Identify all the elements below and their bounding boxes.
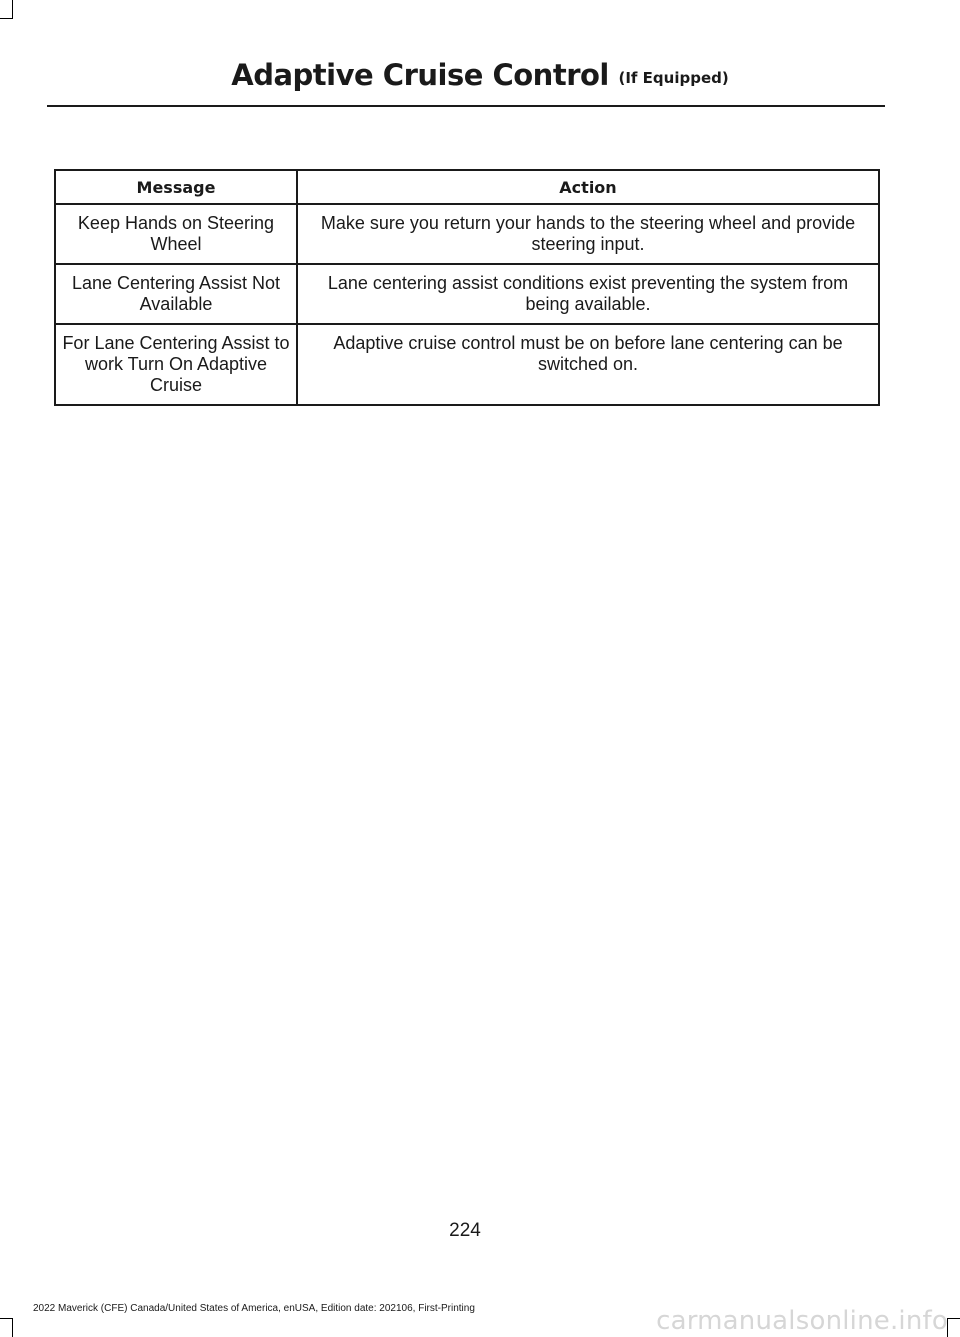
column-header-action: Action — [297, 170, 879, 204]
page-title — [0, 58, 960, 92]
crop-mark — [12, 1319, 13, 1337]
message-cell: For Lane Centering Assist to work Turn On Adaptive Cruise — [55, 324, 297, 405]
message-table — [54, 169, 880, 406]
footer-edition-text: 2022 Maverick (CFE) Canada/United States of America, enUSA, Edition date: 202106, First-Printing — [33, 1303, 475, 1314]
crop-mark — [12, 0, 13, 18]
crop-mark — [0, 18, 13, 19]
page-number: 224 — [449, 1220, 481, 1241]
action-cell: Adaptive cruise control must be on before lane centering can be switched on. — [297, 324, 879, 405]
page-title-text: Adaptive Cruise Control — [231, 58, 609, 92]
action-cell: Make sure you return your hands to the steering wheel and provide steering input. — [297, 204, 879, 264]
title-divider — [47, 105, 885, 107]
table-header-row — [55, 170, 879, 204]
watermark: carmanualsonline.info — [656, 1306, 948, 1336]
action-cell: Lane centering assist conditions exist preventing the system from being available. — [297, 264, 879, 324]
message-cell: Lane Centering Assist Not Available — [55, 264, 297, 324]
table-row — [55, 264, 879, 324]
crop-mark — [0, 1318, 13, 1319]
column-header-message: Message — [55, 170, 297, 204]
page-title-qualifier: (If Equipped) — [618, 69, 729, 87]
message-cell: Keep Hands on Steering Wheel — [55, 204, 297, 264]
table-row — [55, 324, 879, 405]
table-row — [55, 204, 879, 264]
crop-mark — [947, 1318, 960, 1319]
